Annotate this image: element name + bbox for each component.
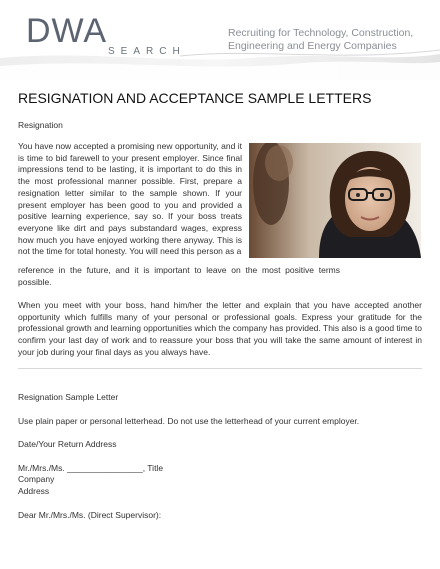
sample-return-address: Date/Your Return Address	[18, 439, 117, 449]
paragraph-intro-continued: reference in the future, and it is important to leave on the most positive terms possible.	[18, 265, 340, 287]
sample-heading: Resignation Sample Letter	[18, 392, 119, 402]
sample-instruction: Use plain paper or personal letterhead. Do not use the letterhead of your current employer.	[18, 416, 360, 426]
section-divider	[18, 368, 422, 369]
sample-address: Address	[18, 486, 50, 496]
woman-portrait-photo	[249, 143, 421, 258]
logo-subtext: SEARCH	[108, 46, 186, 57]
sample-salutation: Dear Mr./Mrs./Ms. (Direct Supervisor):	[18, 510, 162, 520]
logo-wordmark: DWA	[26, 12, 108, 50]
paragraph-meeting: When you meet with your boss, hand him/her the letter and explain that you have accepted another opportunity which fulfills many of your personal or professional goals. Express your gratitude for the professional growth and learning opportunities which the company has provided. This also is a good time to confirm your last day of work and to reassure your boss that you will take the same amount of interest in your job during your final days as you always have.	[18, 300, 422, 357]
page-title: RESIGNATION AND ACCEPTANCE SAMPLE LETTERS	[18, 90, 372, 106]
section-label: Resignation	[18, 120, 63, 130]
tagline-line-2: Engineering and Energy Companies	[228, 40, 397, 52]
tagline	[228, 27, 433, 53]
tagline-line-1: Recruiting for Technology, Construction,	[228, 27, 414, 39]
paragraph-intro: You have now accepted a promising new opportunity, and it is time to bid farewell to your present employer. Since final impressions tend to be lasting, it is important to do this in the most professional manner possible. First, prepare a resignation letter similar to the sample shown. If your present employer has been good to you and provided a positive learning experience, say so. If your boss treats everyone like dirt and pays substandard wages, express how much you have enjoyed working there anyway. This is not the time for total honesty. You will need this person as a	[18, 141, 242, 257]
letterhead	[0, 0, 440, 80]
sample-company: Company	[18, 474, 55, 484]
sample-recipient-line: Mr./Mrs./Ms. ________________, Title	[18, 463, 164, 473]
